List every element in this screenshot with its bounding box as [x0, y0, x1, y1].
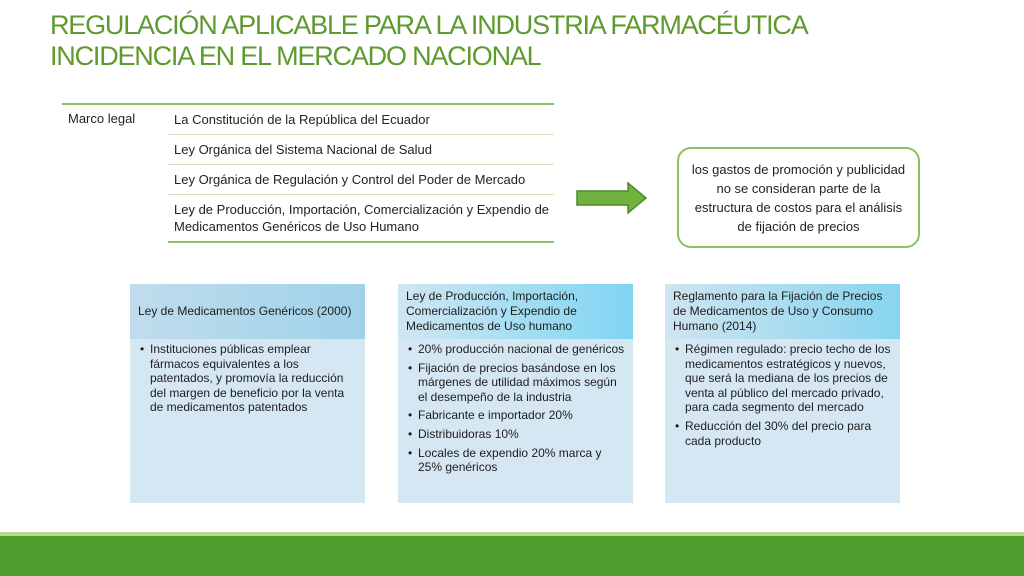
title-line-1: REGULACIÓN APLICABLE PARA LA INDUSTRIA FARMACÉUTICA [50, 10, 808, 40]
card-bullet: • Régimen regulado: precio techo de los medicamentos estratégicos y nuevos, que será la mediana de los precios de venta al público del mercado privado, para cada segmento del mercado [673, 342, 892, 415]
pricing-note-text: los gastos de promoción y publicidad no se consideran parte de la estructura de costos para el análisis de fijación de precios [691, 161, 906, 234]
card-header [665, 284, 900, 339]
card-bullet: • Reducción del 30% del precio para cada producto [673, 419, 892, 448]
card-body [398, 339, 633, 475]
page-title [50, 10, 1010, 72]
card-bullet: • 20% producción nacional de genéricos [406, 342, 625, 357]
card-header-text: Ley de Medicamentos Genéricos (2000) [138, 304, 352, 318]
card-bullet: • Instituciones públicas emplear fármacos equivalentes a los patentados, y promovía la reducción del margen de beneficio por la venta de medicamentos patentados [138, 342, 357, 415]
footer-bar [0, 532, 1024, 576]
card-body [130, 339, 365, 415]
card-generic-drugs-law [130, 284, 365, 503]
card-price-regulation [665, 284, 900, 503]
card-header [398, 284, 633, 339]
right-arrow-icon [576, 182, 648, 214]
legal-row: Ley Orgánica del Sistema Nacional de Salud [168, 135, 554, 165]
card-bullet: • Distribuidoras 10% [406, 427, 625, 442]
card-header [130, 284, 365, 339]
card-bullet: • Locales de expendio 20% marca y 25% genéricos [406, 446, 625, 475]
title-line-2: INCIDENCIA EN EL MERCADO NACIONAL [50, 41, 541, 71]
card-bullet: • Fijación de precios basándose en los márgenes de utilidad máximos según el desempeño de la industria [406, 361, 625, 405]
card-header-text: Ley de Producción, Importación, Comercialización y Expendio de Medicamentos de Uso humano [406, 289, 579, 333]
legal-row: La Constitución de la República del Ecuador [168, 105, 554, 135]
card-body [665, 339, 900, 448]
card-header-text: Reglamento para la Fijación de Precios de Medicamentos de Uso y Consumo Humano (2014) [673, 289, 883, 333]
legal-framework-label: Marco legal [68, 111, 136, 126]
card-production-law [398, 284, 633, 503]
card-bullet: • Fabricante e importador 20% [406, 408, 625, 423]
pricing-note-box [677, 147, 920, 248]
legal-framework-table [62, 103, 554, 243]
legal-row: Ley Orgánica de Regulación y Control del Poder de Mercado [168, 165, 554, 195]
legal-row: Ley de Producción, Importación, Comercialización y Expendio de Medicamentos Genéricos de Uso Humano [168, 195, 554, 243]
